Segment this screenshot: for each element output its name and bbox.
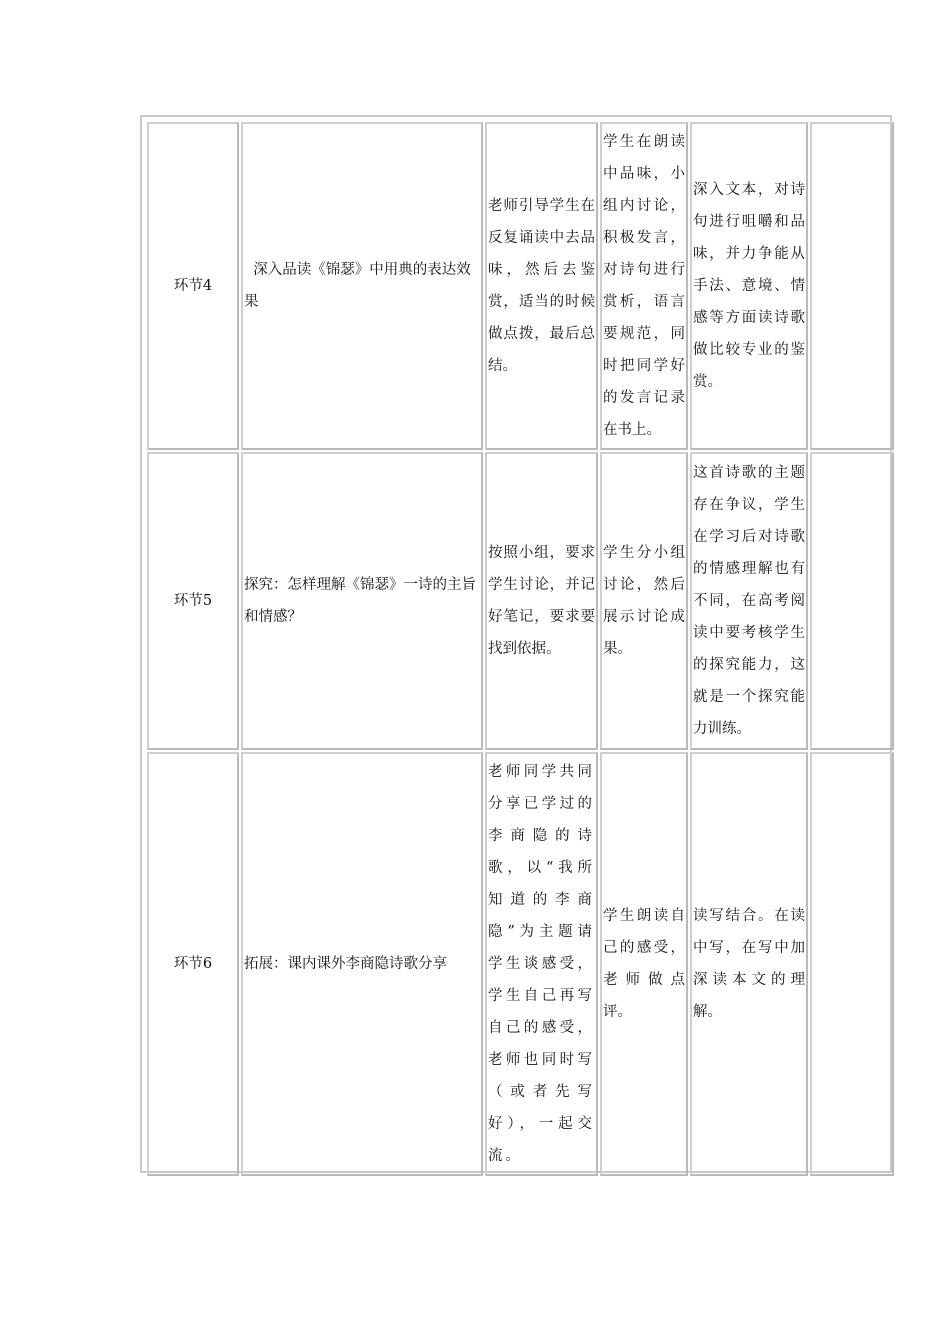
note-cell <box>810 122 894 450</box>
table-row <box>147 122 894 450</box>
lesson-plan-table <box>145 120 896 1178</box>
teacher-activity-cell: 老师同学共同分享已学过的李商隐的诗歌，以“我所知道的李商隐”为主题请学生谈感受，学生自己再写自己的感受，老师也同时写（或者先写好），一起交流。 <box>485 752 598 1176</box>
content-cell: 探究：怎样理解《锦瑟》一诗的主旨和情感？ <box>241 452 483 750</box>
teacher-activity-cell: 老师引导学生在反复诵读中去品味，然后去鉴赏，适当的时候做点拨，最后总结。 <box>485 122 598 450</box>
design-intent-cell: 深入文本，对诗句进行咀嚼和品味，并力争能从手法、意境、情感等方面读诗歌做比较专业的鉴赏。 <box>690 122 808 450</box>
step-cell: 环节4 <box>147 122 239 450</box>
student-activity-cell: 学生朗读自己的感受，老师做点评。 <box>600 752 688 1176</box>
student-activity-cell: 学生在朗读中品味，小组内讨论，积极发言，对诗句进行赏析，语言要规范，同时把同学好的发言记录在书上。 <box>600 122 688 450</box>
table-row <box>147 452 894 750</box>
step-cell: 环节5 <box>147 452 239 750</box>
student-activity-cell: 学生分小组讨论，然后展示讨论成果。 <box>600 452 688 750</box>
note-cell <box>810 452 894 750</box>
teacher-activity-cell: 按照小组，要求学生讨论，并记好笔记，要求要找到依据。 <box>485 452 598 750</box>
design-intent-cell: 这首诗歌的主题存在争议，学生在学习后对诗歌的情感理解也有不同，在高考阅读中要考核学生的探究能力，这就是一个探究能力训练。 <box>690 452 808 750</box>
content-cell: 深入品读《锦瑟》中用典的表达效果 <box>241 122 483 450</box>
table-row <box>147 752 894 1176</box>
note-cell <box>810 752 894 1176</box>
lesson-table-frame <box>140 115 892 1173</box>
design-intent-cell: 读写结合。在读中写，在写中加深读本文的理解。 <box>690 752 808 1176</box>
step-cell: 环节6 <box>147 752 239 1176</box>
content-cell: 拓展：课内课外李商隐诗歌分享 <box>241 752 483 1176</box>
